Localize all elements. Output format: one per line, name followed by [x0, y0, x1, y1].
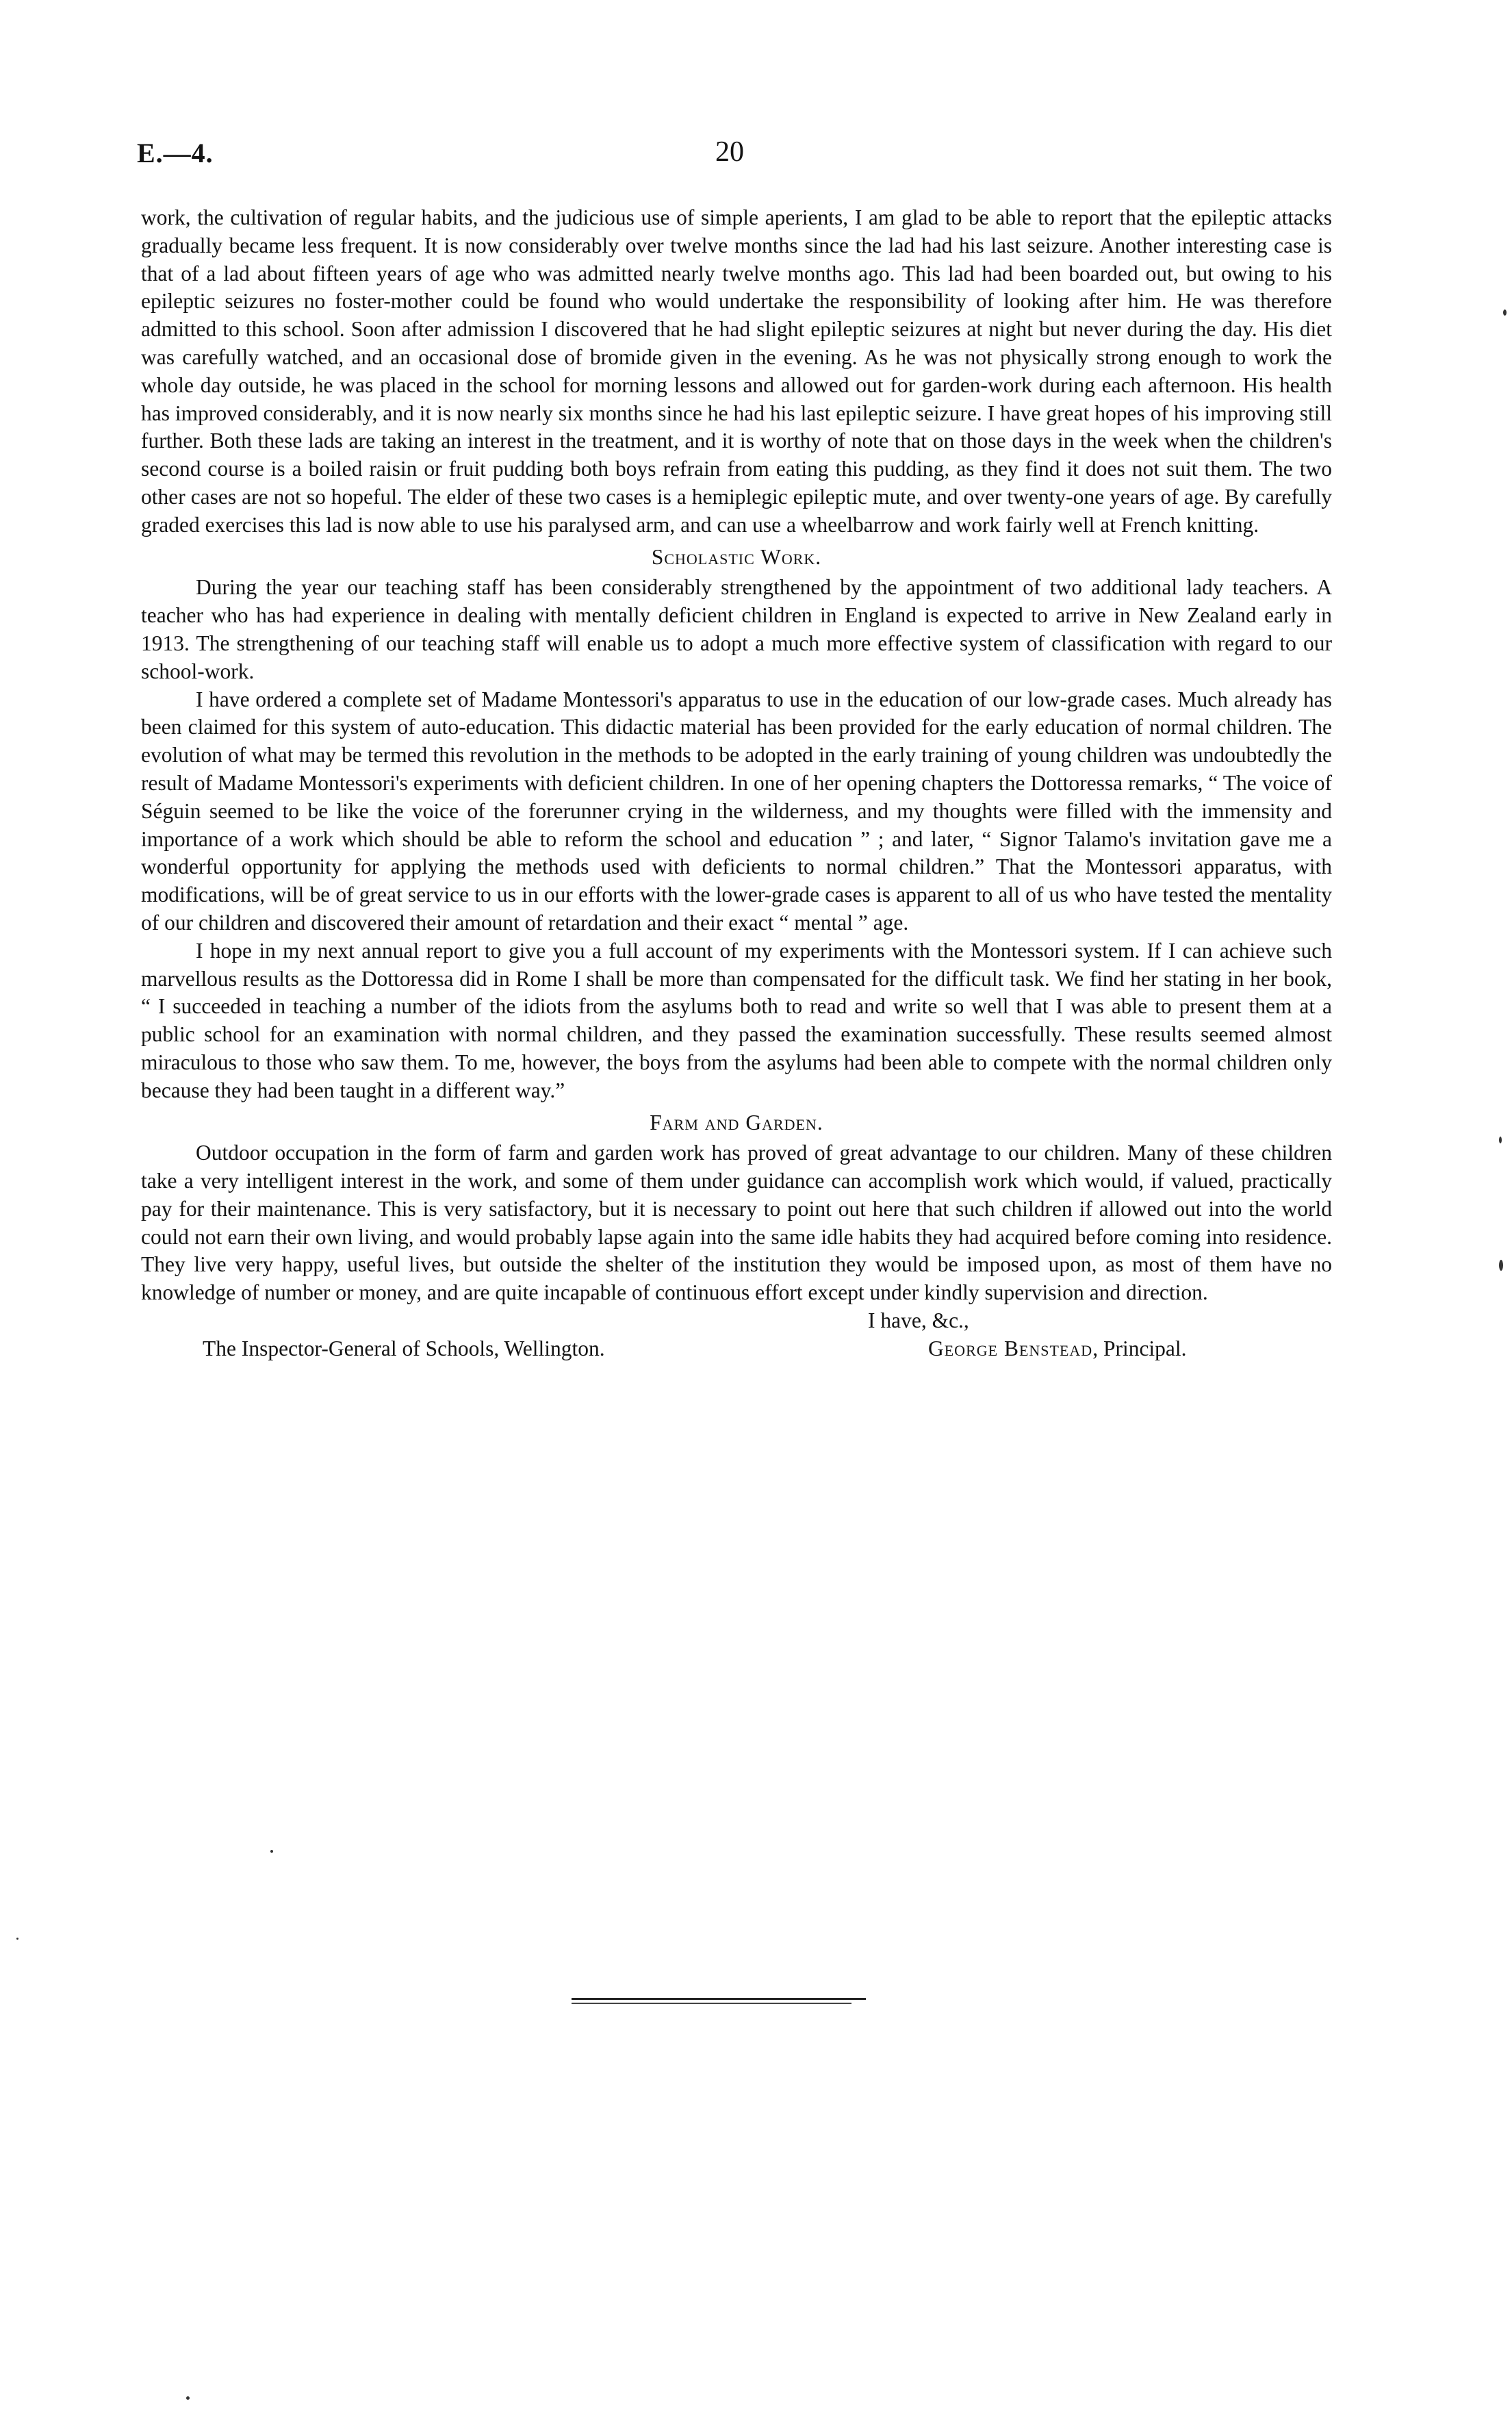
paragraph-montessori-report: I hope in my next annual report to give you a full account of my experiments with the Montessori system. If I can achieve such marvellous results as the Dottoressa did in Rome I shall be more than compensated for the difficult task. We find her stating in her book, “ I succeeded in teaching a number of the idiots from the asylums both to read and write so well that I was able to present them at a public school for an examination with normal children, and they passed the examination successfully. These results seemed almost miraculous to those who saw them. To me, however, the boys from the asylums had been able to compete with the normal children only because they had been taught in a different way.” [141, 938, 1332, 1102]
scan-speck [1503, 309, 1507, 316]
heading-scholastic-work: Scholastic Work. [651, 544, 822, 569]
signature-addressee: The Inspector-General of Schools, Wellington. [203, 1336, 605, 1361]
document-reference: E.—4. [137, 138, 214, 168]
paragraph-montessori-apparatus: I have ordered a complete set of Madame Montessori's apparatus to use in the education of our low-grade cases. Much already has been claimed for this system of auto-education. This didactic material has been provided for the early education of normal children. The evolution of what may be termed this revolution in the methods to be adopted in the early training of young children was undoubtedly the result of Madame Montessori's experiments with deficient children. In one of her opening chapters the Dottoressa remarks, “ The voice of Séguin seemed to be like the voice of the forerunner crying in the wilderness, and my thoughts were filled with the immensity and importance of a work which should be able to reform the school and education ” ; and later, “ Signor Talamo's invitation gave me a wonderful opportunity for applying the methods used with deficients to normal children.” That the Montessori apparatus, with modifications, will be of great service to us in our efforts with the lower-grade cases is apparent to all of us who have tested the mentality of our children and discovered their amount of retardation and their exact “ mental ” age. [141, 687, 1332, 935]
signatory-title: , Principal. [1092, 1336, 1187, 1361]
scan-speck [1499, 1260, 1503, 1271]
paragraph-farm-garden: Outdoor occupation in the form of farm and garden work has proved of great advantage to our children. Many of these children take a very intelligent interest in the work, and some of them under guidance can accomplish work which would, if valued, practically pay for their maintenance. This is very satisfactory, but it is necessary to point out here that such children if allowed out into the world could not earn their own living, and would probably lapse again into the same idle habits they had acquired before coming into residence. They live very happy, useful lives, but outside the shelter of the institution they would be imposed upon, as most of them have no knowledge of number or money, and are quite incapable of continuous effort except under kindly supervision and direction. [141, 1141, 1332, 1305]
signatory-name: George Benstead [928, 1336, 1093, 1361]
scan-speck [186, 2396, 190, 2400]
heading-farm-and-garden: Farm and Garden. [650, 1110, 823, 1134]
paragraph-teaching-staff: During the year our teaching staff has been considerably strengthened by the appointment of two additional lady teachers. A teacher who has had experience in dealing with mentally deficient children in England is expected to arrive in New Zealand early in 1913. The strengthening of our teaching staff will enable us to adopt a much more effective system of classification with regard to our school-work. [141, 575, 1332, 683]
signature-name-line [928, 1335, 1187, 1363]
paragraph-epileptic-cases: work, the cultivation of regular habits, and the judicious use of simple aperients, I am glad to be able to report that the epileptic attacks gradually became less frequent. It is now considerably over twelve months since the lad had his last seizure. Another interesting case is that of a lad about fifteen years of age who was admitted nearly twelve months ago. This lad had been boarded out, but owing to his epileptic seizures no foster-mother could be found who would undertake the responsibility of looking after him. He was therefore admitted to this school. Soon after admission I discovered that he had slight epileptic seizures at night but never during the day. His diet was carefully watched, and an occasional dose of bromide given in the evening. As he was not physically strong enough to work the whole day outside, he was placed in the school for morning lessons and allowed out for garden-work during each afternoon. His health has improved considerably, and it is now nearly six months since he had his last epileptic seizure. I have great hopes of his improving still further. Both these lads are taking an interest in the treatment, and it is worthy of note that on those days in the week when the children's second course is a boiled raisin or fruit pudding both boys refrain from eating this pudding, as they find it does not suit them. The two other cases are not so hopeful. The elder of these two cases is a hemiplegic epileptic mute, and over twenty-one years of age. By carefully graded exercises this lad is now able to use his paralysed arm, and can use a wheelbarrow and work fairly well at French knitting. [141, 205, 1332, 537]
signature-block [141, 1307, 1332, 1363]
closing-rule [572, 1998, 866, 2004]
closing-rule-line [572, 1998, 866, 2000]
body-text [141, 204, 1332, 1363]
signature-greeting: I have, &c., [868, 1308, 969, 1333]
scan-speck [270, 1850, 273, 1853]
page-number: 20 [715, 136, 744, 168]
scan-speck [16, 1938, 18, 1940]
closing-rule-line-thin [572, 2003, 851, 2004]
scan-speck [1499, 1137, 1502, 1143]
